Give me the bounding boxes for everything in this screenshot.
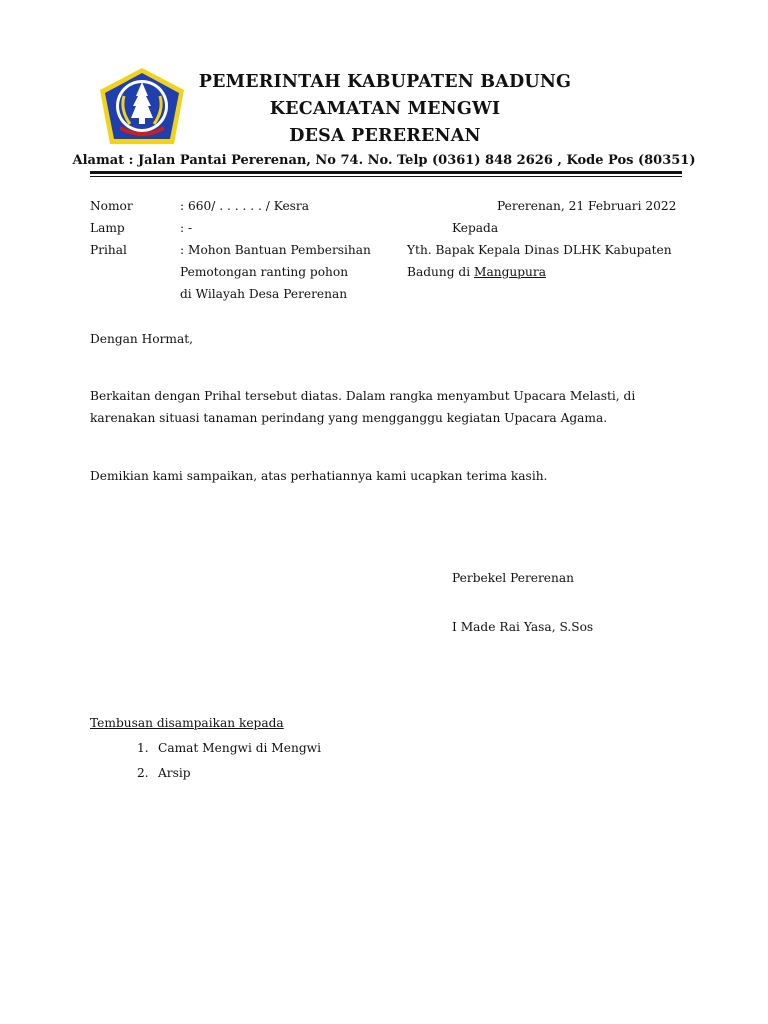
recipient-line-1: Yth. Bapak Kepala Dinas DLHK Kabupaten bbox=[407, 243, 672, 257]
prihal-line-1: : Mohon Bantuan Pembersihan bbox=[180, 243, 371, 257]
greeting: Dengan Hormat, bbox=[90, 332, 194, 346]
prihal-label: Prihal bbox=[90, 243, 127, 257]
nomor-label: Nomor bbox=[90, 199, 133, 213]
tembusan-heading: Tembusan disampaikan kepada bbox=[90, 716, 284, 730]
nomor-value: : 660/ . . . . . . / Kesra bbox=[180, 199, 310, 213]
paragraph-1-line-1: Berkaitan dengan Prihal tersebut diatas. Dalam rangka menyambut Upacara Melasti, di bbox=[90, 389, 636, 403]
closing-paragraph: Demikian kami sampaikan, atas perhatiannya kami ucapkan terima kasih. bbox=[90, 469, 548, 483]
place-date: Pererenan, 21 Februari 2022 bbox=[497, 199, 677, 213]
recipient-place: Mangupura bbox=[473, 265, 546, 279]
tembusan-item-number: 2. bbox=[137, 766, 149, 780]
tembusan-item-number: 1. bbox=[137, 741, 149, 755]
badung-regency-emblem-icon bbox=[96, 66, 188, 150]
lamp-value: : - bbox=[180, 221, 193, 235]
header-rule-thick bbox=[90, 171, 682, 174]
header-line-2: KECAMATAN MENGWI bbox=[269, 99, 501, 119]
kepada-label: Kepada bbox=[452, 221, 499, 235]
tembusan-item: Arsip bbox=[158, 766, 191, 780]
header-line-1: PEMERINTAH KABUPATEN BADUNG bbox=[198, 72, 572, 92]
prihal-line-3: di Wilayah Desa Pererenan bbox=[180, 287, 348, 301]
header-line-3: DESA PERERENAN bbox=[289, 126, 481, 146]
signature-title: Perbekel Pererenan bbox=[452, 571, 574, 585]
header-rule-thin bbox=[90, 176, 682, 177]
tembusan-item: Camat Mengwi di Mengwi bbox=[158, 741, 321, 755]
recipient-line-2-prefix: Badung di bbox=[407, 265, 474, 279]
lamp-label: Lamp bbox=[90, 221, 125, 235]
recipient-line-2 bbox=[407, 264, 546, 280]
prihal-line-2: Pemotongan ranting pohon bbox=[180, 265, 349, 279]
header-address: Alamat : Jalan Pantai Pererenan, No 74. No. Telp (0361) 848 2626 , Kode Pos (80351) bbox=[72, 153, 696, 168]
signature-name: I Made Rai Yasa, S.Sos bbox=[452, 620, 594, 634]
paragraph-1-line-2: karenakan situasi tanaman perindang yang mengganggu kegiatan Upacara Agama. bbox=[90, 411, 608, 425]
